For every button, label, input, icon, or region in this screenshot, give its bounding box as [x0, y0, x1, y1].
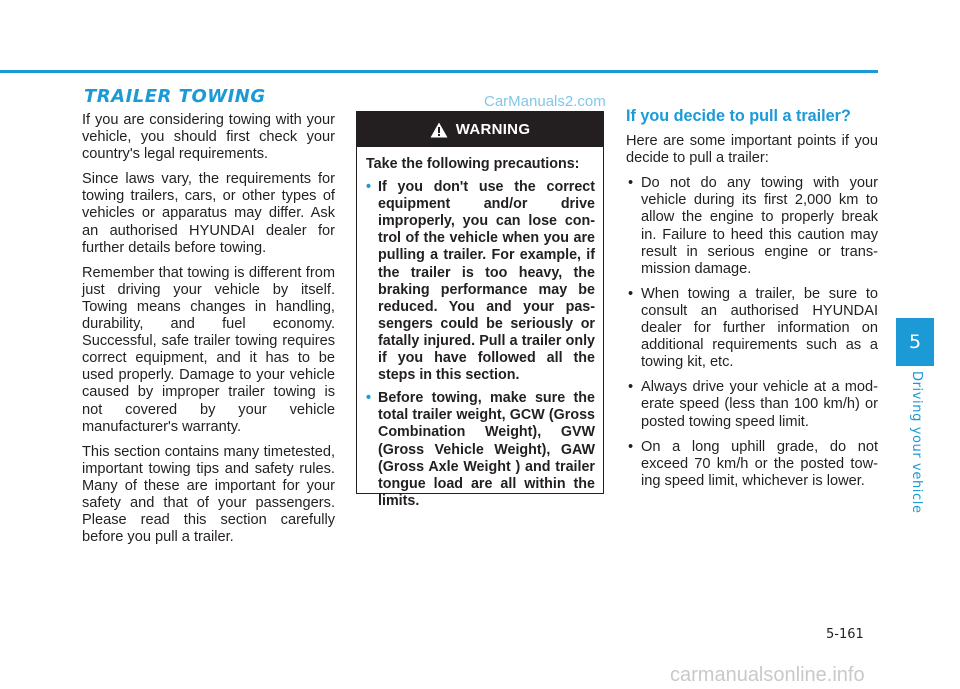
- bullet-icon: •: [628, 285, 634, 302]
- left-column: [82, 112, 335, 554]
- warning-list: [366, 179, 595, 510]
- warning-intro: Take the following precautions:: [366, 156, 580, 172]
- warning-box: [356, 111, 604, 509]
- paragraph: Remember that towing is different from just driving your vehicle by itself. Towing means changes in handling, durability, and fuel economy. Successful, safe trailer towing requires correct equipment, and it has to be used properly. Damage to your vehicle caused by improper trailer towing is not covered by your vehicle manufacturer's warranty.: [82, 264, 335, 435]
- warning-item-text: If you don't use the correct equipment and/or drive improperly, you can lose control of the vehicle when you are pulling a trailer. For example, if the trailer is too heavy, the braking performance may be reduced. You and your passengers could be seriously or fatally injured. Pull a trailer only if you have followed all the steps in this section.: [378, 179, 595, 384]
- watermark-link[interactable]: CarManuals2.com: [484, 93, 606, 110]
- list-item-text: On a long uphill grade, do not exceed 70 km/h or the posted towing speed limit, whichever is lower.: [641, 438, 878, 489]
- paragraph: If you are considering towing with your vehicle, you should first check your country's legal requirements.: [82, 112, 335, 163]
- bullet-icon: •: [628, 175, 634, 192]
- list-item: [626, 439, 878, 490]
- footer-watermark-link[interactable]: carmanualsonline.info: [670, 664, 865, 686]
- list-item-text: Do not do any towing with your vehicle during its first 2,000 km to allow the engine to properly break in. Failure to heed this caution may result in serious engine or transmission damage.: [641, 175, 878, 277]
- header-rule: [0, 70, 878, 73]
- bullet-icon: •: [366, 179, 372, 196]
- chapter-title: Driving your vehicle: [909, 371, 924, 514]
- bullet-icon: •: [366, 390, 372, 407]
- chapter-tab: 5: [896, 318, 934, 366]
- bullet-icon: •: [628, 379, 634, 396]
- list-item-text: Always drive your vehicle at a moderate speed (less than 100 km/h) or posted towing speed limit.: [641, 379, 878, 430]
- paragraph: Here are some important points if you decide to pull a trailer:: [626, 133, 878, 167]
- warning-title: WARNING: [455, 121, 531, 138]
- warning-header: [357, 112, 603, 147]
- warning-item-text: Before towing, make sure the total trailer weight, GCW (Gross Combination Weight), GVW (Gross Vehicle Weight), GAW (Gross Axle Weight ) and trailer tongue load are all within the limits.: [378, 390, 595, 509]
- page-number: 5-161: [826, 627, 864, 642]
- bullet-list: [626, 175, 878, 490]
- warning-item: [366, 179, 595, 384]
- warning-triangle-icon: [430, 122, 448, 138]
- bullet-icon: •: [628, 438, 634, 455]
- sub-heading: If you decide to pull a trailer?: [626, 107, 851, 125]
- list-item: [626, 175, 878, 278]
- list-item: [626, 379, 878, 430]
- list-item: [626, 286, 878, 371]
- warning-body: [357, 147, 603, 510]
- paragraph: Since laws vary, the requirements for towing trailers, cars, or other types of vehicles or apparatus may differ. Ask an authorised HYUNDAI dealer for further details before towing.: [82, 171, 335, 256]
- right-column: [626, 108, 878, 498]
- paragraph: This section contains many timetested, important towing tips and safety rules. Many of these are important for your safety and that of your passengers. Please read this section carefully before you pull a trailer.: [82, 443, 335, 546]
- section-title: TRAILER TOWING: [84, 86, 266, 107]
- warning-item: [366, 390, 595, 510]
- list-item-text: When towing a trailer, be sure to consult an authorised HYUNDAI dealer for further information on additional requirements such as a towing kit, etc.: [641, 285, 878, 371]
